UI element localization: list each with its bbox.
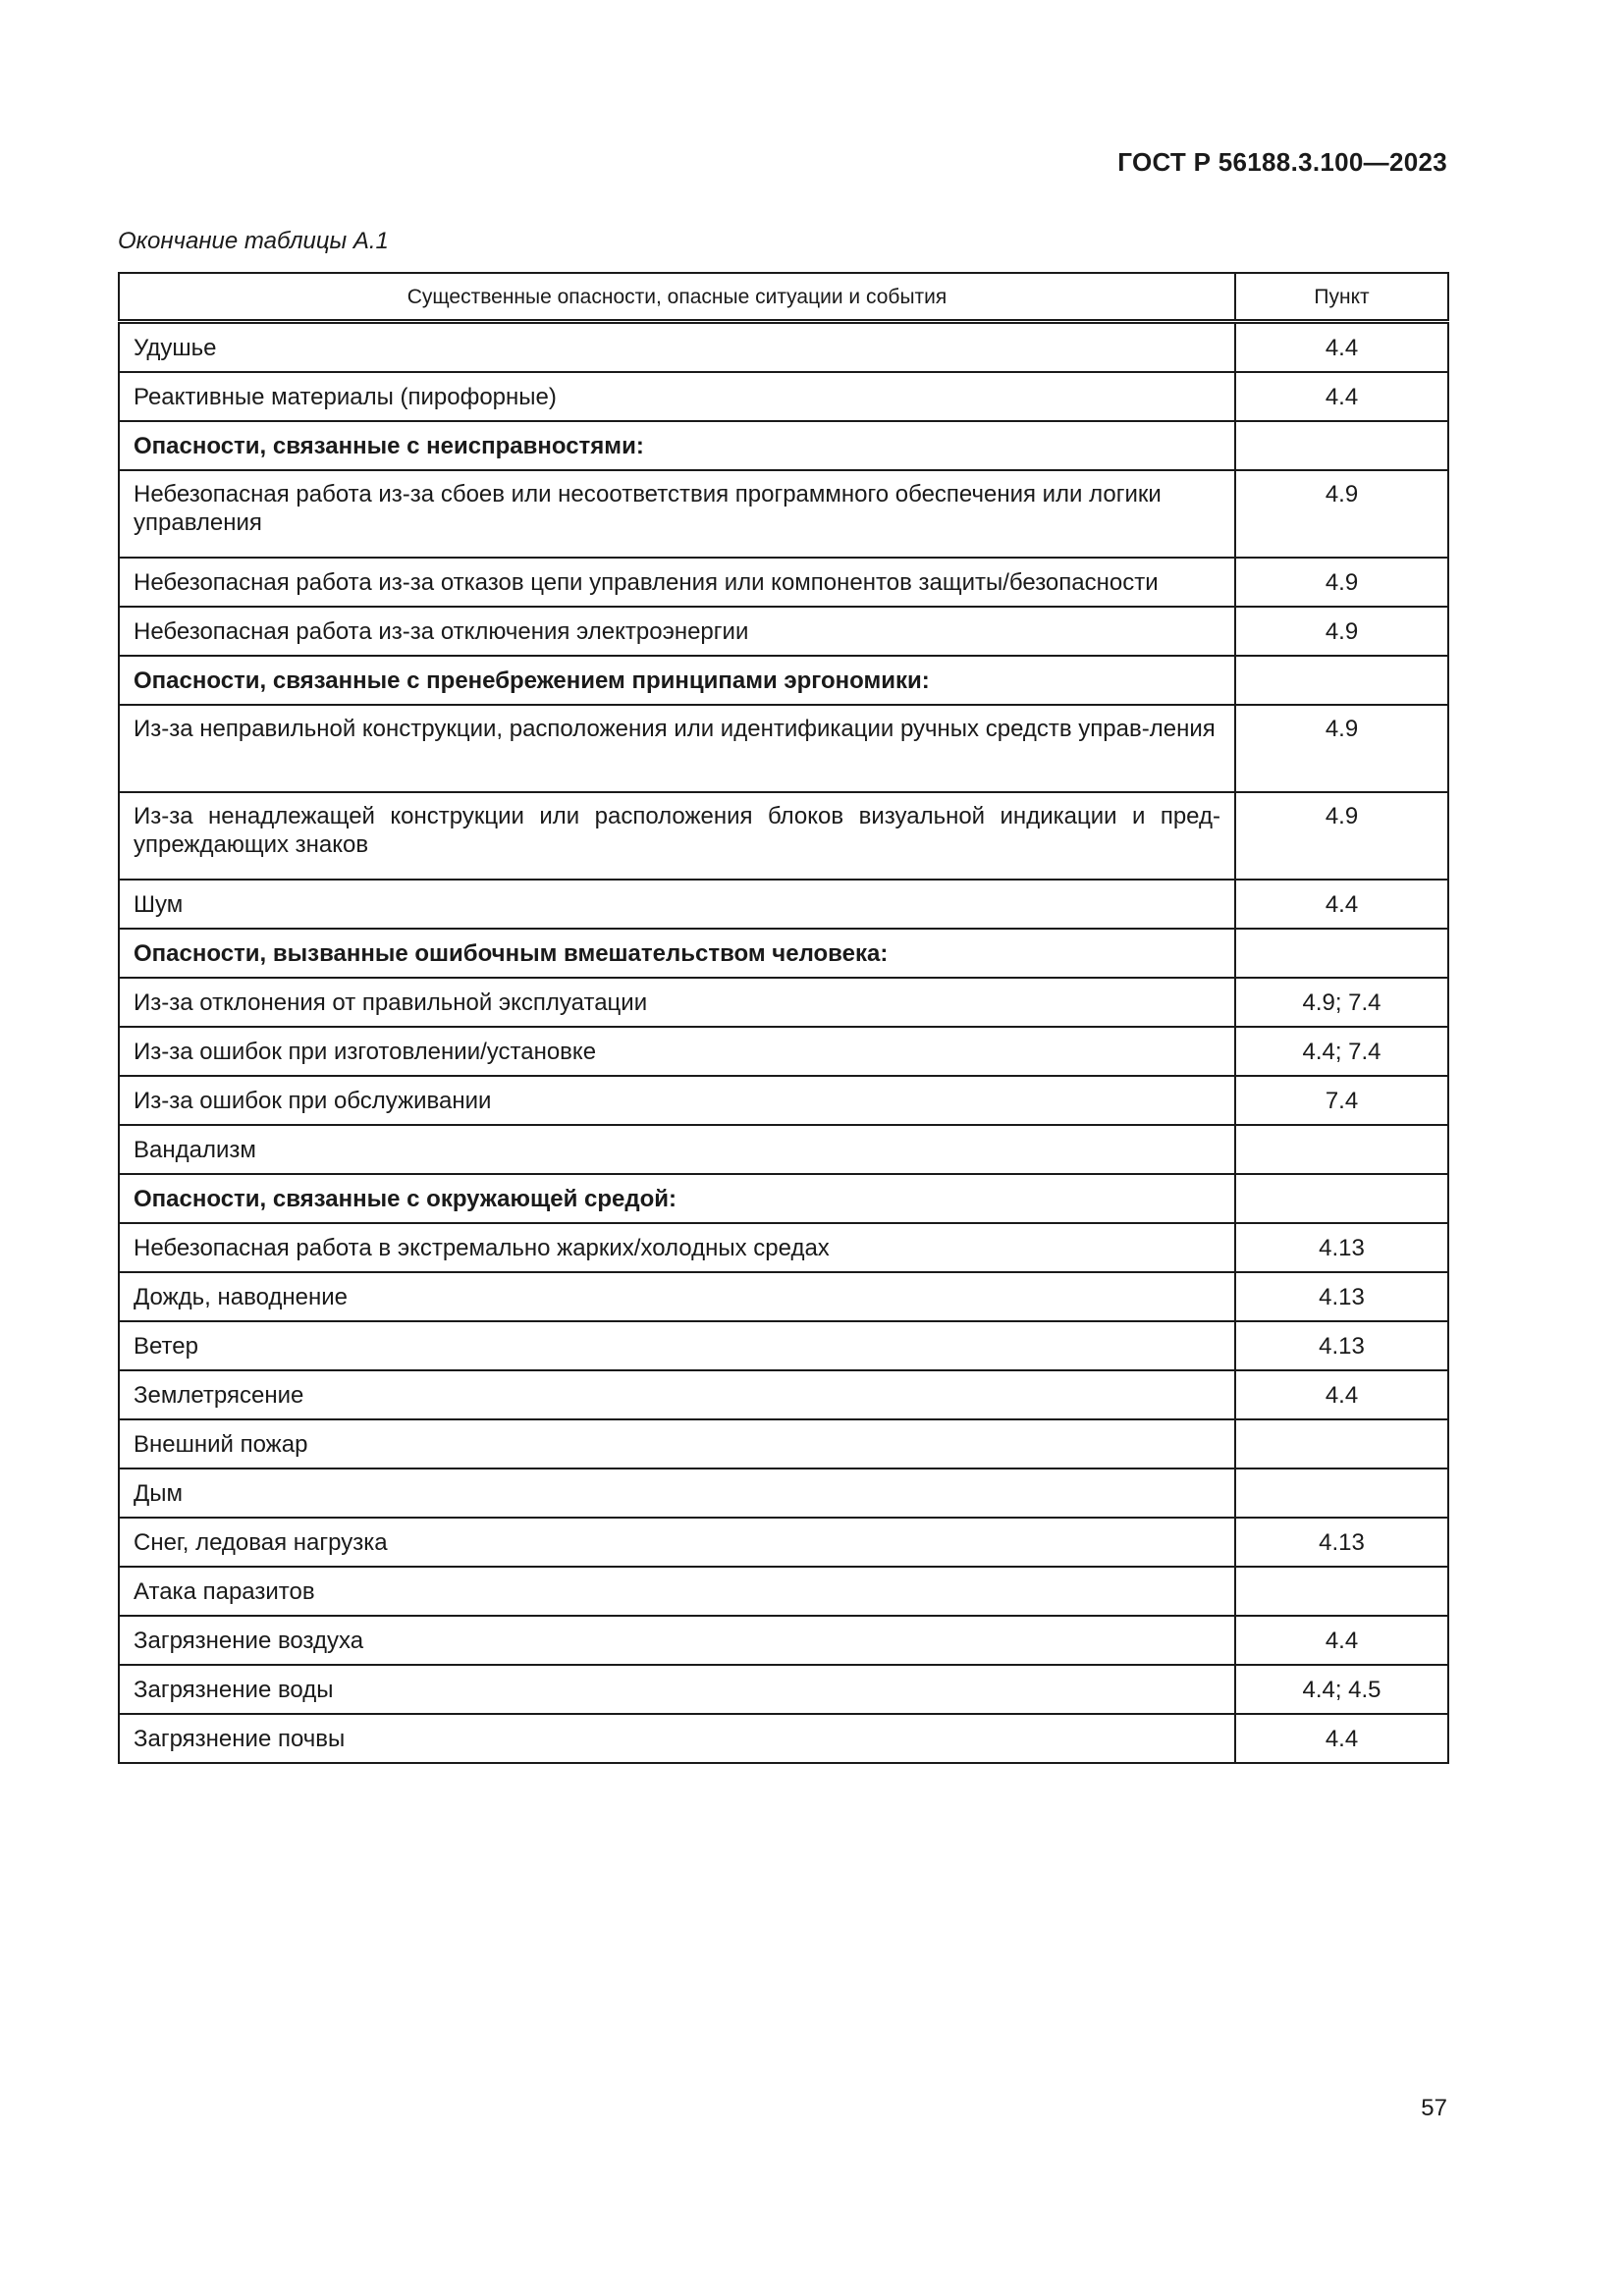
clause-cell: 4.9 [1235,558,1448,607]
hazard-cell: Из-за неправильной конструкции, расположения или идентификации ручных средств управ-ления [119,705,1235,792]
group-heading-cell: Опасности, вызванные ошибочным вмешательством человека: [119,929,1235,978]
hazard-cell: Удушье [119,322,1235,373]
hazard-cell: Дым [119,1468,1235,1518]
clause-cell: 4.4 [1235,372,1448,421]
table-row [119,322,1448,373]
hazard-cell: Реактивные материалы (пирофорные) [119,372,1235,421]
clause-cell [1235,421,1448,470]
table-row [119,705,1448,792]
clause-cell: 4.9 [1235,792,1448,880]
table-row [119,1616,1448,1665]
clause-cell [1235,1567,1448,1616]
table-row [119,978,1448,1027]
clause-cell: 4.4; 7.4 [1235,1027,1448,1076]
clause-cell: 4.4 [1235,880,1448,929]
hazard-cell: Небезопасная работа в экстремально жарких/холодных средах [119,1223,1235,1272]
group-heading-row [119,656,1448,705]
group-heading-cell: Опасности, связанные с пренебрежением принципами эргономики: [119,656,1235,705]
clause-cell: 4.13 [1235,1518,1448,1567]
clause-cell [1235,1468,1448,1518]
clause-cell: 4.9; 7.4 [1235,978,1448,1027]
hazard-cell: Небезопасная работа из-за сбоев или несоответствия программного обеспечения или логики управления [119,470,1235,558]
group-heading-row [119,421,1448,470]
table-row [119,1567,1448,1616]
clause-cell: 4.4 [1235,1616,1448,1665]
clause-cell [1235,656,1448,705]
table-header [119,273,1448,322]
clause-cell: 4.4 [1235,1714,1448,1763]
table-row [119,1125,1448,1174]
table-row [119,372,1448,421]
hazard-cell: Небезопасная работа из-за отключения электроэнергии [119,607,1235,656]
table-row [119,1714,1448,1763]
clause-cell [1235,1174,1448,1223]
hazard-cell: Ветер [119,1321,1235,1370]
table-body [119,322,1448,1764]
clause-cell: 4.9 [1235,470,1448,558]
table-row [119,1468,1448,1518]
clause-cell: 7.4 [1235,1076,1448,1125]
group-heading-cell: Опасности, связанные с неисправностями: [119,421,1235,470]
clause-cell: 4.13 [1235,1272,1448,1321]
group-heading-row [119,929,1448,978]
table-row [119,792,1448,880]
hazard-cell: Землетрясение [119,1370,1235,1419]
table-row [119,470,1448,558]
table-row [119,558,1448,607]
clause-cell: 4.13 [1235,1321,1448,1370]
hazard-cell: Из-за отклонения от правильной эксплуатации [119,978,1235,1027]
group-heading-row [119,1174,1448,1223]
hazard-cell: Небезопасная работа из-за отказов цепи управления или компонентов защиты/безопасности [119,558,1235,607]
clause-cell: 4.9 [1235,705,1448,792]
table-row [119,1518,1448,1567]
hazard-table [118,272,1449,1764]
group-heading-cell: Опасности, связанные с окружающей средой: [119,1174,1235,1223]
clause-cell [1235,929,1448,978]
table-row [119,1321,1448,1370]
hazard-cell: Загрязнение воды [119,1665,1235,1714]
hazard-cell: Вандализм [119,1125,1235,1174]
table-row [119,1272,1448,1321]
hazard-cell: Внешний пожар [119,1419,1235,1468]
hazard-cell: Загрязнение воздуха [119,1616,1235,1665]
table-caption: Окончание таблицы А.1 [118,228,389,254]
hazard-cell: Снег, ледовая нагрузка [119,1518,1235,1567]
clause-cell: 4.13 [1235,1223,1448,1272]
clause-cell: 4.4 [1235,322,1448,373]
clause-cell [1235,1419,1448,1468]
hazard-cell: Из-за ненадлежащей конструкции или расположения блоков визуальной индикации и пред-упреждающих знаков [119,792,1235,880]
table-row [119,1370,1448,1419]
hazard-cell: Дождь, наводнение [119,1272,1235,1321]
header-row [119,273,1448,322]
hazard-cell: Из-за ошибок при обслуживании [119,1076,1235,1125]
hazard-cell: Атака паразитов [119,1567,1235,1616]
table-row [119,880,1448,929]
clause-cell: 4.4 [1235,1370,1448,1419]
hazard-cell: Шум [119,880,1235,929]
column-header-hazards: Существенные опасности, опасные ситуации и события [119,273,1235,322]
hazard-cell: Загрязнение почвы [119,1714,1235,1763]
hazard-cell: Из-за ошибок при изготовлении/установке [119,1027,1235,1076]
table-row [119,1223,1448,1272]
clause-cell: 4.9 [1235,607,1448,656]
table-row [119,1027,1448,1076]
table-row [119,1665,1448,1714]
table-row [119,607,1448,656]
document-header: ГОСТ Р 56188.3.100—2023 [1117,147,1447,177]
table-row [119,1076,1448,1125]
page-number: 57 [1421,2095,1447,2121]
clause-cell: 4.4; 4.5 [1235,1665,1448,1714]
table-row [119,1419,1448,1468]
column-header-clause: Пункт [1235,273,1448,322]
clause-cell [1235,1125,1448,1174]
